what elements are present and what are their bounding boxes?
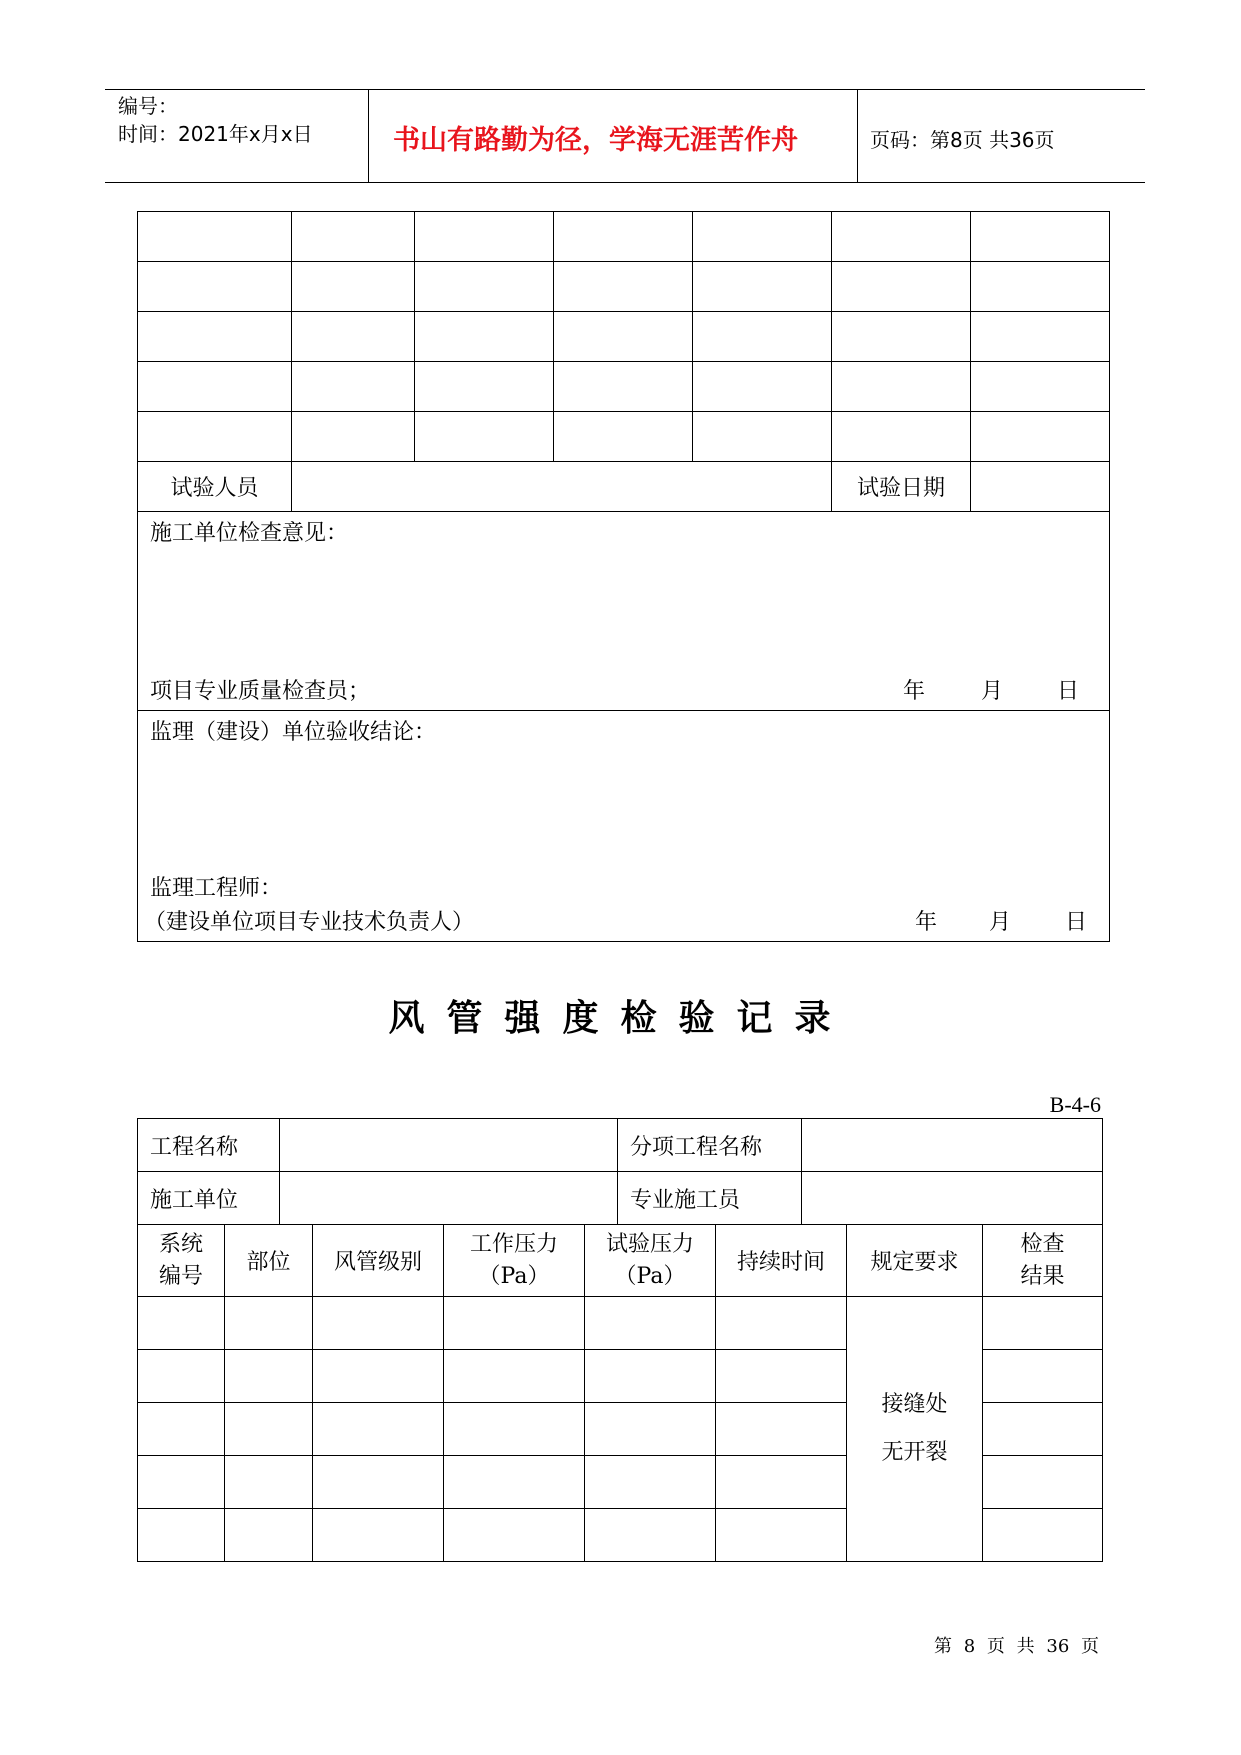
test-date-label: 试验日期 xyxy=(832,462,971,512)
tester-label: 试验人员 xyxy=(138,462,292,512)
table-cell[interactable] xyxy=(832,262,971,312)
table-cell[interactable] xyxy=(138,212,292,262)
table-cell[interactable] xyxy=(983,1350,1103,1403)
table-cell[interactable] xyxy=(415,412,554,462)
tester-row xyxy=(138,462,1110,512)
table-cell[interactable] xyxy=(313,1403,444,1456)
day-label: 日 xyxy=(1065,910,1088,935)
quality-inspector-label: 项目专业质量检查员； xyxy=(150,679,371,704)
table-cell[interactable] xyxy=(832,362,971,412)
table-cell[interactable] xyxy=(313,1456,444,1509)
table-cell[interactable] xyxy=(444,1350,585,1403)
table-cell[interactable] xyxy=(444,1297,585,1350)
table-cell[interactable] xyxy=(415,312,554,362)
table-cell[interactable] xyxy=(444,1403,585,1456)
table-cell[interactable] xyxy=(554,362,693,412)
table-row xyxy=(138,412,1110,462)
year-label: 年 xyxy=(915,910,938,935)
table-row xyxy=(138,212,1110,262)
table-cell[interactable] xyxy=(225,1403,313,1456)
table-cell[interactable] xyxy=(554,412,693,462)
table-cell[interactable] xyxy=(225,1456,313,1509)
table-cell[interactable] xyxy=(983,1297,1103,1350)
project-name-label: 工程名称 xyxy=(138,1119,280,1172)
specialist-field[interactable] xyxy=(802,1172,1103,1225)
table-cell[interactable] xyxy=(444,1509,585,1562)
table-cell[interactable] xyxy=(693,312,832,362)
table-cell[interactable] xyxy=(971,262,1110,312)
table-cell[interactable] xyxy=(138,1350,225,1403)
table-cell[interactable] xyxy=(693,212,832,262)
table-cell[interactable] xyxy=(292,262,415,312)
requirement-text: 接缝处 xyxy=(881,1392,948,1417)
table-cell[interactable] xyxy=(138,312,292,362)
tester-value-cell[interactable] xyxy=(292,462,832,512)
project-name-field[interactable] xyxy=(280,1119,618,1172)
table-cell[interactable] xyxy=(971,212,1110,262)
table-cell[interactable] xyxy=(585,1403,716,1456)
table-cell[interactable] xyxy=(983,1509,1103,1562)
requirement-cell xyxy=(847,1297,983,1562)
table-cell[interactable] xyxy=(585,1350,716,1403)
header-divider xyxy=(857,89,858,183)
table-cell[interactable] xyxy=(138,1509,225,1562)
header-bottom-rule xyxy=(105,182,1145,183)
specialist-label: 专业施工员 xyxy=(618,1172,802,1225)
table-cell[interactable] xyxy=(716,1403,847,1456)
duct-strength-table xyxy=(137,1224,1103,1562)
document-time-label: 时间：2021年x月x日 xyxy=(118,122,313,146)
construction-opinion-cell[interactable] xyxy=(138,512,1110,711)
header-divider xyxy=(368,89,369,183)
construction-opinion-title: 施工单位检查意见： xyxy=(150,521,349,546)
table-cell[interactable] xyxy=(693,262,832,312)
table-cell[interactable] xyxy=(693,362,832,412)
table-cell[interactable] xyxy=(983,1403,1103,1456)
table-cell[interactable] xyxy=(313,1350,444,1403)
month-label: 月 xyxy=(989,910,1012,935)
table-cell[interactable] xyxy=(554,212,693,262)
table-cell[interactable] xyxy=(971,312,1110,362)
unit-row xyxy=(138,1172,1103,1225)
table-row xyxy=(138,262,1110,312)
table-cell[interactable] xyxy=(225,1350,313,1403)
table-cell[interactable] xyxy=(138,362,292,412)
column-header-system-no: 系统 编号 xyxy=(138,1225,225,1297)
table-cell[interactable] xyxy=(971,412,1110,462)
table-cell[interactable] xyxy=(832,212,971,262)
table-cell[interactable] xyxy=(415,262,554,312)
table-cell[interactable] xyxy=(138,262,292,312)
table-cell[interactable] xyxy=(585,1456,716,1509)
table-cell[interactable] xyxy=(292,362,415,412)
column-header-requirement: 规定要求 xyxy=(847,1225,983,1297)
table-cell[interactable] xyxy=(138,412,292,462)
column-header-result: 检查 结果 xyxy=(983,1225,1103,1297)
table-cell[interactable] xyxy=(554,262,693,312)
header-top-rule xyxy=(105,89,1145,90)
table-cell[interactable] xyxy=(716,1350,847,1403)
column-header-work-pressure: 工作压力 （Pa） xyxy=(444,1225,585,1297)
supervisor-label: 监理工程师： xyxy=(150,876,283,901)
column-header-location: 部位 xyxy=(225,1225,313,1297)
test-data-table xyxy=(137,211,1110,942)
project-row xyxy=(138,1119,1103,1172)
table-row xyxy=(138,362,1110,412)
table-cell[interactable] xyxy=(716,1297,847,1350)
header-page-info: 页码：第8页 共36页 xyxy=(870,128,1055,152)
table-cell[interactable] xyxy=(415,212,554,262)
supervisor-note: （建设单位项目专业技术负责人） xyxy=(144,910,475,935)
table-cell[interactable] xyxy=(832,412,971,462)
table-cell[interactable] xyxy=(292,412,415,462)
form-code: B-4-6 xyxy=(1049,1092,1101,1117)
form-info-table xyxy=(137,1118,1103,1225)
column-header-duration: 持续时间 xyxy=(716,1225,847,1297)
column-header-duct-class: 风管级别 xyxy=(313,1225,444,1297)
column-header-test-pressure: 试验压力 （Pa） xyxy=(585,1225,716,1297)
column-header-row xyxy=(138,1225,1103,1297)
table-cell[interactable] xyxy=(138,1456,225,1509)
table-cell[interactable] xyxy=(138,1297,225,1350)
requirement-text: 无开裂 xyxy=(881,1440,948,1465)
table-row xyxy=(138,1297,1103,1350)
table-cell[interactable] xyxy=(716,1456,847,1509)
page-footer: 第 8 页 共 36 页 xyxy=(934,1636,1099,1657)
header-motto: 书山有路勤为径，学海无涯苦作舟 xyxy=(393,125,798,156)
table-row xyxy=(138,312,1110,362)
table-cell[interactable] xyxy=(292,212,415,262)
table-cell[interactable] xyxy=(716,1509,847,1562)
table-cell[interactable] xyxy=(138,1403,225,1456)
month-label: 月 xyxy=(981,679,1004,704)
document-number-label: 编号： xyxy=(118,94,178,118)
construction-opinion-row xyxy=(138,512,1110,711)
supervision-opinion-cell[interactable] xyxy=(138,711,1110,942)
day-label: 日 xyxy=(1057,679,1080,704)
sub-project-name-label: 分项工程名称 xyxy=(618,1119,802,1172)
sub-project-name-field[interactable] xyxy=(802,1119,1103,1172)
supervision-opinion-row xyxy=(138,711,1110,942)
construction-unit-label: 施工单位 xyxy=(138,1172,280,1225)
table-cell[interactable] xyxy=(313,1509,444,1562)
table-cell[interactable] xyxy=(225,1297,313,1350)
table-cell[interactable] xyxy=(585,1297,716,1350)
table-cell[interactable] xyxy=(554,312,693,362)
form-title: 风管强度检验记录 xyxy=(388,998,853,1039)
table-cell[interactable] xyxy=(415,362,554,412)
test-date-value-cell[interactable] xyxy=(971,462,1110,512)
supervision-opinion-title: 监理（建设）单位验收结论： xyxy=(150,720,437,745)
table-cell[interactable] xyxy=(983,1456,1103,1509)
table-cell[interactable] xyxy=(971,362,1110,412)
table-cell[interactable] xyxy=(832,312,971,362)
construction-unit-field[interactable] xyxy=(280,1172,618,1225)
table-cell[interactable] xyxy=(444,1456,585,1509)
table-cell[interactable] xyxy=(225,1509,313,1562)
table-cell[interactable] xyxy=(585,1509,716,1562)
table-cell[interactable] xyxy=(313,1297,444,1350)
table-cell[interactable] xyxy=(292,312,415,362)
table-cell[interactable] xyxy=(693,412,832,462)
year-label: 年 xyxy=(903,679,926,704)
